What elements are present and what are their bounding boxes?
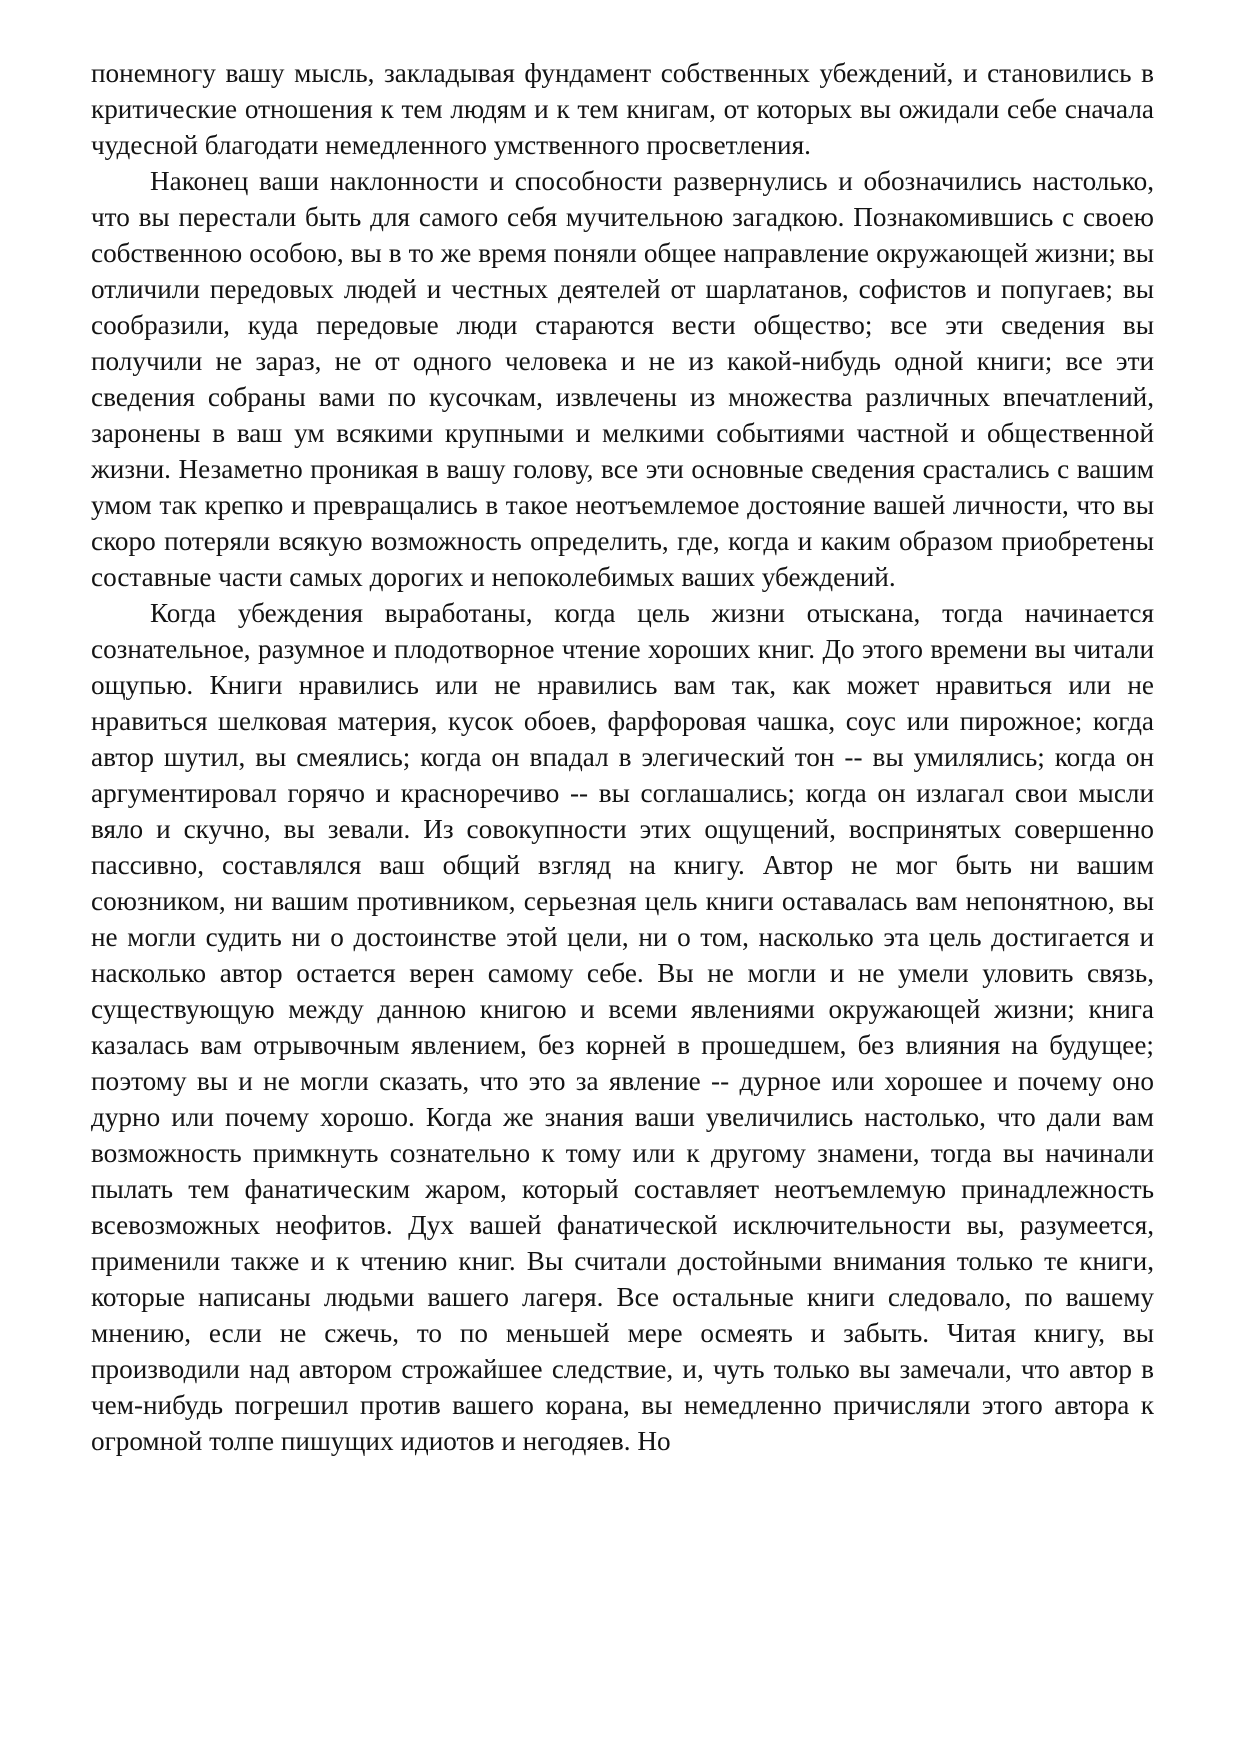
paragraph-2: Наконец ваши наклонности и способности развернулись и обозначились настолько, что вы перестали быть для самого себя мучительною загадкою. Познакомившись с своею собственною особою, вы в то же время поняли общее направление окружающей жизни; вы отличили передовых людей и честных деятелей от шарлатанов, софистов и попугаев; вы сообразили, куда передовые люди стараются вести общество; все эти сведения вы получили не зараз, не от одного человека и не из какой-нибудь одной книги; все эти сведения собраны вами по кусочкам, извлечены из множества различных впечатлений, заронены в ваш ум всякими крупными и мелкими событиями частной и общественной жизни. Незаметно проникая в вашу голову, все эти основные сведения срастались с вашим умом так крепко и превращались в такое неотъемлемое достояние вашей личности, что вы скоро потеряли всякую возможность определить, где, когда и каким образом приобретены составные части самых дорогих и непоколебимых ваших убеждений.: [91, 166, 1154, 592]
paragraph-3: Когда убеждения выработаны, когда цель жизни отыскана, тогда начинается сознательное, разумное и плодотворное чтение хороших книг. До этого времени вы читали ощупью. Книги нравились или не нравились вам так, как может нравиться или не нравиться шелковая материя, кусок обоев, фарфоровая чашка, соус или пирожное; когда автор шутил, вы смеялись; когда он впадал в элегический тон -- вы умилялись; когда он аргументировал горячо и красноречиво -- вы соглашались; когда он излагал свои мысли вяло и скучно, вы зевали. Из совокупности этих ощущений, воспринятых совершенно пассивно, составлялся ваш общий взгляд на книгу. Автор не мог быть ни вашим союзником, ни вашим противником, серьезная цель книги оставалась вам непонятною, вы не могли судить ни о достоинстве этой цели, ни о том, насколько эта цель достигается и насколько автор остается верен самому себе. Вы не могли и не умели уловить связь, существующую между данною книгою и всеми явлениями окружающей жизни; книга казалась вам отрывочным явлением, без корней в прошедшем, без влияния на будущее; поэтому вы и не могли сказать, что это за явление -- дурное или хорошее и почему оно дурно или почему хорошо. Когда же знания ваши увеличились настолько, что дали вам возможность примкнуть сознательно к тому или к другому знамени, тогда вы начинали пылать тем фанатическим жаром, который составляет неотъемлемую принадлежность всевозможных неофитов. Дух вашей фанатической исключительности вы, разумеется, применили также и к чтению книг. Вы считали достойными внимания только те книги, которые написаны людьми вашего лагеря. Все остальные книги следовало, по вашему мнению, если не сжечь, то по меньшей мере осмеять и забыть. Читая книгу, вы производили над автором строжайшее следствие, и, чуть только вы замечали, что автор в чем-нибудь погрешил против вашего корана, вы немедленно причисляли этого автора к огромной толпе пишущих идиотов и негодяев. Но: [91, 598, 1154, 1456]
paragraph-1: понемногу вашу мысль, закладывая фундамент собственных убеждений, и становились в критические отношения к тем людям и к тем книгам, от которых вы ожидали себе сначала чудесной благодати немедленного умственного просветления.: [91, 58, 1154, 160]
document-page: [91, 55, 1154, 1459]
